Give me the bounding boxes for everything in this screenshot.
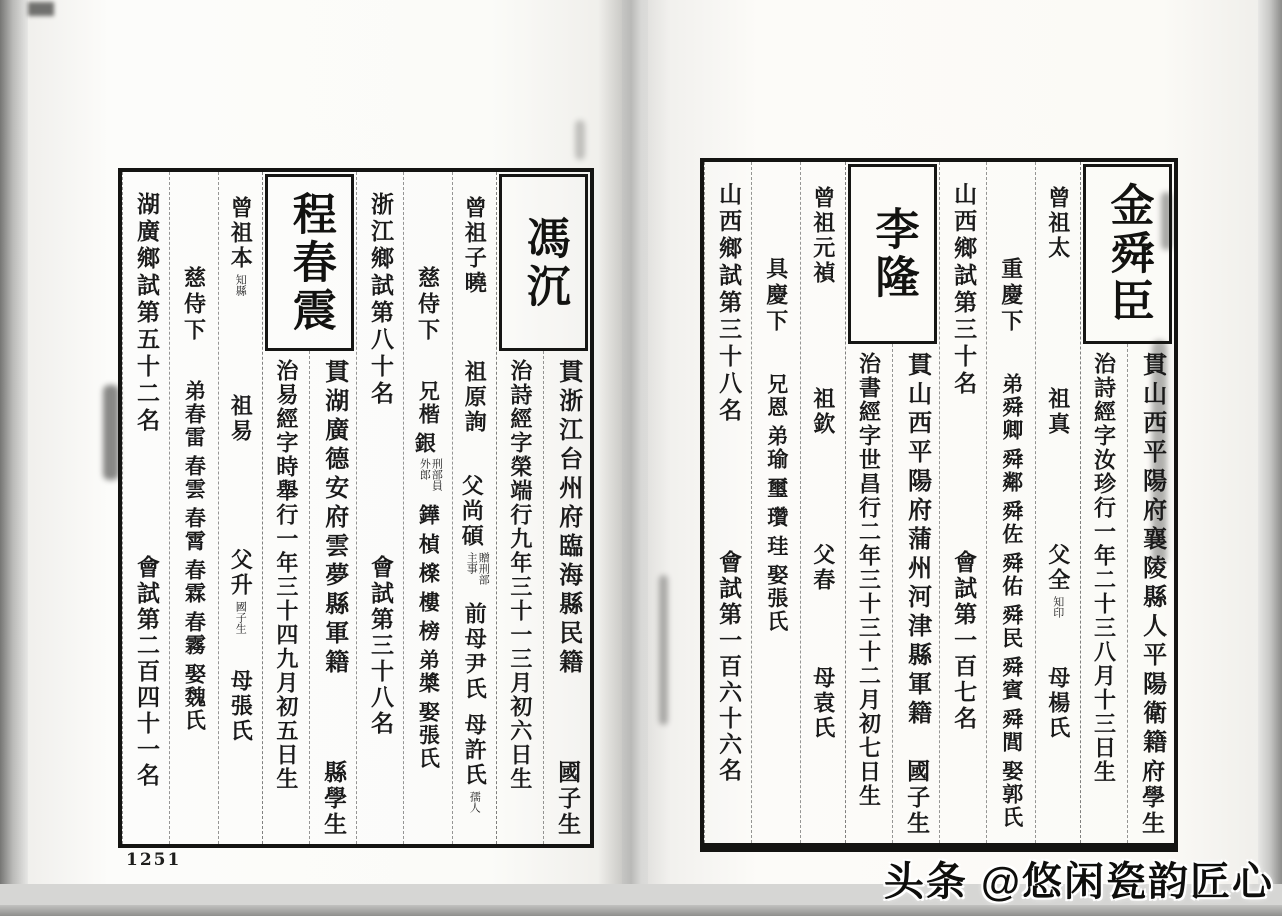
- ancestor-text: 祖欽: [810, 386, 836, 437]
- study-text: 治詩經字汝珍行一年二十三八月十三日生: [1091, 351, 1117, 784]
- family-member-text: 楨: [416, 533, 441, 557]
- origin-text: 貫山西平陽府蒲州河津縣軍籍: [903, 351, 930, 729]
- ancestor-text: 曾祖子曉: [462, 195, 488, 296]
- book-gutter-shadow: [598, 0, 670, 900]
- family-member-text: 娶郭氏: [999, 760, 1024, 830]
- ancestor-note: 知縣: [234, 273, 247, 296]
- origin-text: 貫湖廣德安府雲夢縣軍籍: [320, 359, 347, 679]
- ink-smudge: [103, 385, 119, 480]
- origin-column: [309, 351, 356, 844]
- family-member-text: 弟春雷: [182, 380, 207, 450]
- ancestor-text: 父全: [1045, 543, 1071, 594]
- scan-edge-left: [0, 0, 28, 916]
- entry-head-group: [1080, 162, 1174, 843]
- family-member-text: 春霄: [182, 507, 207, 554]
- candidate-name: 馮沉: [499, 174, 588, 351]
- provincial-exam-rank: 山西鄉試第三十名: [951, 182, 977, 399]
- candidate-name: 李隆: [848, 164, 937, 344]
- entry-detail-columns: [1081, 344, 1174, 843]
- family-member-text: 娶魏氏: [182, 663, 207, 733]
- family-member: [416, 620, 441, 644]
- ancestor-item: [1047, 186, 1070, 261]
- ancestor-text: 母楊氏: [1045, 665, 1071, 741]
- origin-column: [1127, 344, 1174, 843]
- family-status: 慈侍下: [181, 266, 207, 345]
- family-member-text: 瓚: [764, 506, 789, 530]
- entry-detail-columns: [846, 344, 939, 843]
- ancestor-text: 父春: [810, 543, 836, 594]
- exam-entry: [122, 172, 356, 844]
- study-column: [846, 344, 892, 843]
- family-member-text: 舜民: [999, 604, 1024, 651]
- ancestor-item: [229, 548, 252, 641]
- family-member: [766, 535, 787, 558]
- ancestor-item: [229, 196, 252, 314]
- family-member: [766, 425, 787, 471]
- family-member: [1001, 448, 1022, 494]
- family-member-text: 兄楷: [416, 380, 441, 427]
- school-status: 國子生: [555, 760, 581, 838]
- family-member-text: 娶張氏: [416, 701, 441, 771]
- family-member-text: 弟槳: [416, 649, 441, 696]
- school-status: 縣學生: [321, 760, 347, 838]
- family-members: [404, 380, 452, 840]
- origin-column: [892, 344, 939, 843]
- origin-column: [543, 351, 590, 844]
- family-member: [416, 701, 441, 771]
- ink-smudge: [575, 120, 585, 160]
- family-member-text: 樓: [416, 591, 441, 615]
- family-member-text: 舜賓: [999, 656, 1024, 703]
- family-status: 慈侍下: [415, 266, 441, 345]
- entry-detail-columns: [263, 351, 356, 844]
- family-member-text: 兄恩: [764, 373, 789, 420]
- family-member: [182, 455, 207, 502]
- ancestor-item: [463, 713, 486, 831]
- family-member: [766, 506, 787, 529]
- study-column: [1081, 344, 1127, 843]
- ancestor-text: 曾祖元禎: [810, 185, 836, 286]
- family-member: [1001, 760, 1022, 829]
- family-column: [403, 172, 452, 844]
- ancestor-note: 贈刑部主事: [465, 552, 490, 586]
- family-member-note: 刑部員外郎: [418, 458, 443, 492]
- family-member-text: 舜佑: [999, 552, 1024, 599]
- family-member: [413, 432, 442, 498]
- ancestor-item: [812, 387, 835, 437]
- family-member: [766, 373, 787, 419]
- family-members: [987, 373, 1035, 839]
- family-member: [182, 380, 207, 450]
- ancestors-column: [452, 172, 496, 844]
- ancestor-item: [812, 186, 835, 286]
- right-page-frame: [700, 158, 1178, 852]
- ancestor-text: 母許氏: [462, 712, 488, 788]
- ancestor-text: 祖易: [228, 393, 254, 444]
- metropolitan-exam-rank: 會試第三十八名: [367, 555, 393, 738]
- family-member-text: 舜鄰: [999, 448, 1024, 495]
- ink-mark-top-left: [28, 2, 54, 16]
- ancestor-text: 祖原詢: [462, 360, 488, 436]
- scan-edge-right: [1258, 0, 1282, 916]
- ancestor-item: [229, 394, 252, 444]
- ancestor-item: [460, 474, 489, 592]
- metropolitan-exam-rank: 會試第一百六十六名: [716, 550, 742, 785]
- ancestor-note: 孺人: [468, 790, 481, 813]
- ancestor-item: [463, 602, 486, 702]
- ancestor-text: 父尚碩: [459, 474, 485, 550]
- ancestor-note: 知印: [1051, 596, 1064, 619]
- ancestor-text: 母張氏: [228, 669, 254, 745]
- exam-results-column: [704, 162, 751, 843]
- family-member-text: 珪: [764, 535, 789, 559]
- ancestor-text: 祖真: [1045, 386, 1071, 437]
- family-members: [170, 380, 218, 840]
- ancestor-item: [1047, 543, 1070, 636]
- entry-detail-columns: [497, 351, 590, 844]
- ancestor-note: 國子生: [234, 601, 247, 635]
- family-member: [182, 663, 207, 733]
- ancestor-item: [1047, 387, 1070, 437]
- left-page-frame: [118, 168, 594, 848]
- ancestor-text: 母袁氏: [810, 665, 836, 741]
- family-column: [986, 162, 1035, 843]
- ancestors-column: [218, 172, 262, 844]
- entry-head-group: [845, 162, 939, 843]
- ancestor-item: [229, 669, 252, 744]
- origin-text: 貫山西平陽府襄陵縣人平陽衛籍: [1138, 351, 1165, 758]
- family-status: 重慶下: [998, 257, 1024, 336]
- study-text: 治易經字時舉行一年三十四九月初五日生: [273, 359, 299, 792]
- family-member: [416, 591, 441, 615]
- family-members: [752, 373, 800, 839]
- page-number: 1251: [126, 850, 182, 870]
- candidate-name: 金舜臣: [1083, 164, 1172, 344]
- family-member: [1001, 500, 1022, 546]
- metropolitan-exam-rank: 會試第二百四十一名: [133, 555, 159, 790]
- exam-results-column: [122, 172, 169, 844]
- family-member: [416, 562, 441, 586]
- exam-results-column: [356, 172, 403, 844]
- provincial-exam-rank: 山西鄉試第三十八名: [716, 182, 742, 426]
- ancestor-text: 曾祖本: [228, 195, 254, 271]
- family-member-text: 榜: [416, 620, 441, 644]
- family-member-text: 春霖: [182, 559, 207, 606]
- ancestor-text: 父升: [228, 548, 254, 599]
- metropolitan-exam-rank: 會試第一百七名: [951, 550, 977, 733]
- provincial-exam-rank: 浙江鄉試第八十名: [367, 192, 393, 409]
- family-member: [416, 533, 441, 557]
- family-member: [1001, 373, 1022, 442]
- entry-head-group: [262, 172, 356, 844]
- family-member-text: 春霧: [182, 611, 207, 658]
- provincial-exam-rank: 湖廣鄉試第五十二名: [133, 192, 159, 436]
- family-member: [1001, 552, 1022, 598]
- family-member: [182, 559, 207, 606]
- ancestor-item: [1047, 666, 1070, 741]
- family-status: 具慶下: [763, 257, 789, 336]
- family-member-text: 弟瑜: [764, 425, 789, 472]
- family-member-text: 舜閭: [999, 708, 1024, 755]
- study-text: 治詩經字榮端行九年三十一三月初六日生: [507, 359, 533, 792]
- family-column: [169, 172, 218, 844]
- ancestors-column: [800, 162, 845, 843]
- school-status: 國子生: [904, 759, 930, 837]
- study-column: [263, 351, 309, 844]
- school-status: 府學生: [1139, 759, 1165, 837]
- family-member: [1001, 708, 1022, 754]
- exam-entry: [704, 162, 939, 843]
- family-member-text: 璽: [764, 477, 789, 501]
- ancestor-text: 前母尹氏: [462, 602, 488, 703]
- family-member: [766, 477, 787, 500]
- entry-head-group: [496, 172, 590, 844]
- family-member-text: 春雲: [182, 455, 207, 502]
- exam-entry: [939, 162, 1174, 843]
- family-member: [1001, 656, 1022, 702]
- family-member: [416, 649, 441, 696]
- family-member-text: 舜佐: [999, 500, 1024, 547]
- origin-text: 貫浙江台州府臨海縣民籍: [554, 359, 581, 679]
- exam-entry: [356, 172, 590, 844]
- family-member-text: 銀: [412, 432, 437, 456]
- family-member: [766, 564, 787, 633]
- ancestor-item: [812, 543, 835, 593]
- ink-smudge: [659, 575, 668, 725]
- family-member: [182, 507, 207, 554]
- family-member-text: 檪: [416, 562, 441, 586]
- family-member-text: 鏵: [416, 504, 441, 528]
- ancestor-text: 曾祖太: [1045, 185, 1071, 261]
- family-member: [416, 380, 441, 427]
- family-member: [416, 504, 441, 528]
- study-column: [497, 351, 543, 844]
- family-member: [182, 611, 207, 658]
- family-member: [1001, 604, 1022, 650]
- ancestors-column: [1035, 162, 1080, 843]
- exam-results-column: [939, 162, 986, 843]
- study-text: 治書經字世昌行二年三十三十二月初七日生: [856, 351, 882, 808]
- watermark: 头条 @悠闲瓷韵匠心: [883, 860, 1274, 904]
- candidate-name: 程春震: [265, 174, 354, 351]
- ancestor-item: [812, 666, 835, 741]
- ancestor-item: [463, 196, 486, 296]
- family-member-text: 娶張氏: [764, 564, 789, 634]
- ancestor-item: [463, 360, 486, 435]
- family-member-text: 弟舜卿: [999, 373, 1024, 443]
- family-column: [751, 162, 800, 843]
